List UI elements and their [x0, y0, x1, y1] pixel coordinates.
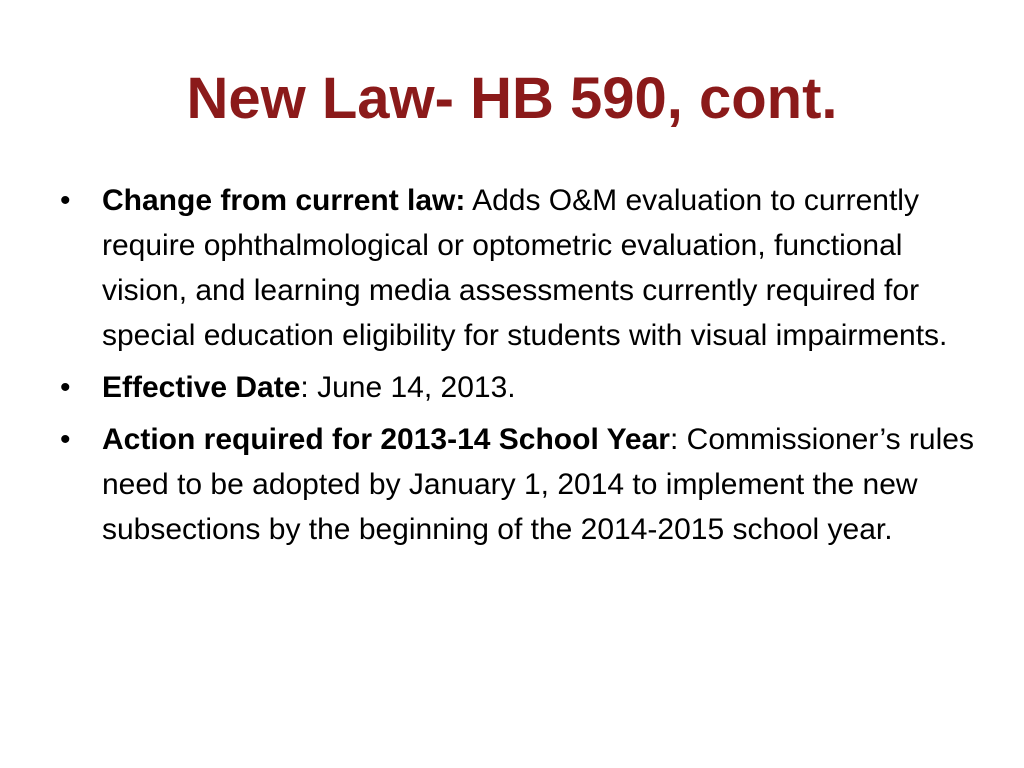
- bullet-icon: •: [60, 423, 71, 456]
- bullet-item-effective-date: [58, 365, 988, 410]
- bullet-lead: Effective Date: [102, 371, 301, 404]
- bullet-list: [58, 178, 988, 559]
- bullet-icon: •: [60, 184, 71, 217]
- bullet-item-action-required: [58, 417, 988, 552]
- bullet-item-change-from-current-law: [58, 178, 988, 358]
- bullet-text: : Commissioner’s rules need to be adopted by January 1, 2014 to implement the new subsections by the beginning of the 2014-2015 school year.: [102, 423, 974, 546]
- bullet-text: Adds O&M evaluation to currently require ophthalmological or optometric evaluation, functional vision, and learning media assessments currently required for special education eligibility for students with visual impairments.: [102, 184, 948, 352]
- bullet-icon: •: [60, 371, 71, 404]
- bullet-lead: Change from current law:: [102, 184, 466, 217]
- slide-title: New Law- HB 590, cont.: [186, 66, 838, 131]
- bullet-lead: Action required for 2013-14 School Year: [102, 423, 670, 456]
- bullet-text: : June 14, 2013.: [300, 371, 516, 404]
